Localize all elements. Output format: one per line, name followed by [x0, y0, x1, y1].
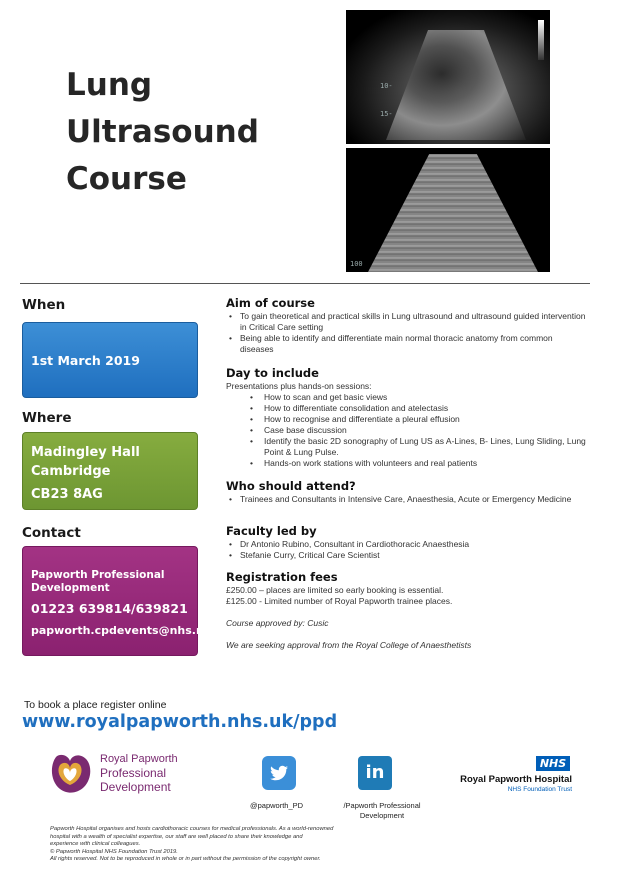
list-item: • How to scan and get basic views [226, 392, 586, 403]
twitter-icon[interactable] [262, 756, 296, 790]
linkedin-icon[interactable]: in [358, 756, 392, 790]
depth-marker: 15- [380, 110, 393, 118]
list-item: • Trainees and Consultants in Intensive Care, Anaesthesia, Acute or Emergency Medicine [226, 494, 586, 505]
footer-line: All rights reserved. Not to be reproduced in whole or in part without the permission of the copyright owner. [50, 856, 321, 862]
attend-heading: Who should attend? [226, 479, 356, 493]
ultrasound-fan [386, 30, 526, 140]
logo-mark-icon [48, 751, 94, 795]
fees-section [226, 570, 586, 651]
list-item: • How to differentiate consolidation and atelectasis [226, 403, 586, 414]
list-item: • Dr Antonio Rubino, Consultant in Cardiothoracic Anaesthesia [226, 539, 586, 550]
contact-label: Contact [22, 525, 81, 541]
faculty-heading: Faculty led by [226, 524, 317, 538]
booking-url-link[interactable]: www.royalpapworth.nhs.uk/ppd [22, 712, 338, 732]
where-label: Where [22, 410, 72, 426]
title-line-1: Lung [66, 67, 153, 103]
footer-line: © Papworth Hospital NHS Foundation Trust 2019. [50, 848, 178, 855]
ultrasound-fan [368, 154, 538, 272]
title-line-2: Ultrasound [66, 114, 259, 150]
depth-marker: 100 [350, 260, 363, 268]
footer-text [50, 826, 570, 864]
footer-line: experience with clinical colleagues. [50, 841, 141, 847]
venue-line-1: Madingley Hall [31, 445, 140, 460]
depth-marker: 10- [380, 82, 393, 90]
list-item: • How to recognise and differentiate a pleural effusion [226, 414, 586, 425]
list-item: • Identify the basic 2D sonography of Lung US as A-Lines, B- Lines, Lung Sliding, Lung Point & Lung Pulse. [226, 436, 586, 458]
fee-line-2: £125.00 - Limited number of Royal Papworth trainee places. [226, 596, 453, 606]
hospital-name: Royal Papworth Hospital [460, 774, 572, 785]
course-date: 1st March 2019 [31, 353, 140, 368]
divider [20, 283, 590, 284]
logo-text-1: Royal Papworth [100, 753, 178, 765]
when-box [22, 322, 198, 398]
nhs-logo: NHS [536, 756, 570, 771]
venue-postcode: CB23 8AG [31, 487, 103, 502]
day-section [226, 366, 586, 469]
faculty-section [226, 524, 586, 561]
grayscale-bar [538, 20, 544, 60]
ultrasound-image-2 [346, 148, 550, 272]
approval-note: Course approved by: Cusic [226, 618, 329, 628]
list-item: • Hands-on work stations with volunteers and real patients [226, 458, 586, 469]
list-item: • To gain theoretical and practical skills in Lung ultrasound and ultrasound guided intervention in Critical Care setting [226, 311, 586, 333]
contact-email[interactable]: papworth.cpdevents@nhs.net [31, 624, 217, 637]
ultrasound-image-1 [346, 10, 550, 144]
logo-text-2: Professional [100, 766, 167, 780]
course-title [66, 62, 326, 203]
contact-phone[interactable]: 01223 639814/639821 [31, 601, 188, 616]
day-intro: Presentations plus hands-on sessions: [226, 381, 372, 391]
title-line-3: Course [66, 161, 187, 197]
seeking-approval-note: We are seeking approval from the Royal College of Anaesthetists [226, 640, 472, 650]
list-item: • Stefanie Curry, Critical Care Scientist [226, 550, 586, 561]
aim-heading: Aim of course [226, 296, 315, 310]
fee-line-1: £250.00 – places are limited so early booking is essential. [226, 585, 444, 595]
attend-section [226, 479, 586, 505]
when-label: When [22, 297, 66, 313]
venue-line-2: Cambridge [31, 464, 111, 479]
list-item: • Being able to identify and differentiate main normal thoracic anatomy from common diseases [226, 333, 586, 355]
footer-line: hospital with a wealth of specialist expertise, our staff are well placed to share their knowledge and [50, 833, 303, 840]
twitter-bird-icon [262, 756, 296, 790]
day-heading: Day to include [226, 366, 319, 380]
booking-text: To book a place register online [24, 699, 167, 711]
linkedin-handle[interactable]: /Papworth Professional Development [343, 801, 421, 820]
contact-box [22, 546, 217, 656]
logo-text-3: Development [100, 780, 171, 794]
royal-papworth-pd-logo [48, 751, 198, 797]
footer-line: Papworth Hospital organises and hosts cardiothoracic courses for medical professionals. As a world-renowned [50, 826, 334, 832]
contact-organisation: Papworth Professional Development [31, 569, 165, 594]
list-item: • Case base discussion [226, 425, 586, 436]
aim-section [226, 296, 586, 355]
fees-heading: Registration fees [226, 570, 338, 584]
twitter-handle[interactable]: @papworth_PD [250, 801, 304, 810]
where-box [22, 432, 198, 510]
trust-name: NHS Foundation Trust [507, 786, 572, 793]
